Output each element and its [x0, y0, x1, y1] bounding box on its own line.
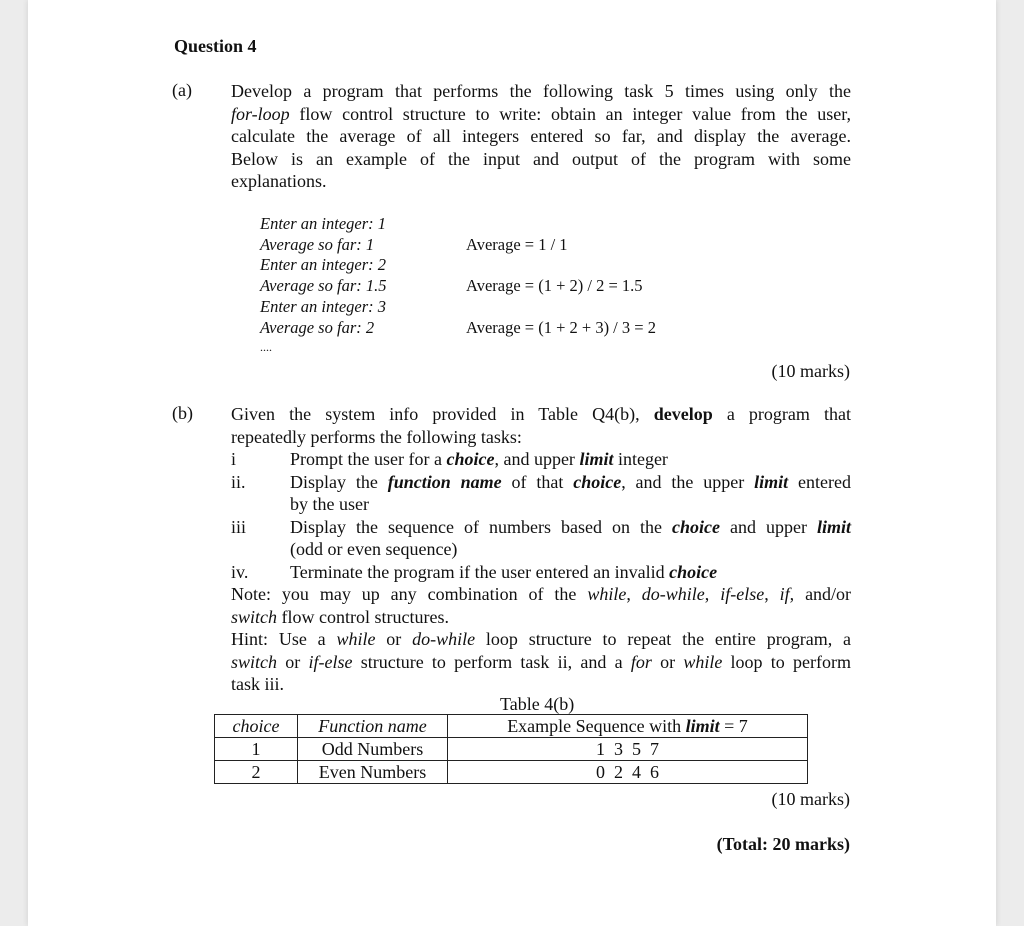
header-text: = 7 — [719, 716, 748, 736]
choice-table — [214, 714, 808, 784]
task-list — [231, 448, 851, 696]
part-b-intro-1 — [231, 403, 851, 426]
example-line: Enter an integer: 2 — [260, 255, 387, 275]
task-text: , and upper — [494, 449, 580, 469]
header-keyword: limit — [685, 716, 720, 736]
for-loop-term: for-loop — [231, 103, 290, 124]
hint-text: loop structure to repeat the entire program, a — [475, 629, 852, 649]
example-explanation-3: Average = (1 + 2 + 3) / 3 = 2 — [466, 318, 656, 337]
develop-keyword: develop — [653, 404, 713, 424]
hint-keyword: if-else — [308, 651, 353, 672]
hint-text: Hint: Use a — [231, 629, 337, 649]
question-title: Question 4 — [174, 36, 257, 56]
hint-line-2 — [231, 651, 851, 674]
task-keyword: choice — [573, 471, 622, 492]
total-marks: (Total: 20 marks) — [716, 834, 850, 854]
table-header-choice: choice — [215, 715, 298, 738]
task-keyword: choice — [671, 516, 720, 537]
table-header-row — [215, 715, 808, 738]
header-text: Example Sequence with — [507, 716, 686, 736]
note-text: flow control structures. — [277, 606, 449, 627]
task-number: iii — [231, 516, 247, 537]
task-number: i — [231, 449, 237, 469]
hint-text: or — [375, 629, 413, 649]
table-cell: 1 — [215, 738, 298, 761]
example-ellipsis: .... — [260, 340, 272, 355]
example-line: Enter an integer: 1 — [260, 214, 387, 233]
part-a-label: (a) — [172, 80, 192, 100]
hint-keyword: while — [683, 651, 723, 672]
task-keyword: limit — [816, 516, 851, 537]
task-item-1 — [231, 448, 851, 471]
part-a-text — [231, 80, 851, 193]
note-keyword: while — [587, 584, 627, 604]
table-cell: Even Numbers — [298, 761, 448, 784]
hint-text: or — [277, 651, 309, 672]
note-text: , — [764, 584, 780, 604]
part-a-line-1: Develop a program that performs the following task 5 times using only the — [231, 81, 851, 101]
hint-keyword: switch — [231, 651, 278, 672]
note-keyword: do-while — [641, 584, 705, 604]
part-a-marks: (10 marks) — [771, 361, 850, 381]
task-keyword: choice — [669, 561, 718, 582]
task-text: entered — [788, 471, 851, 492]
task-text-line-2: (odd or even sequence) — [290, 539, 458, 559]
task-text: and upper — [719, 516, 817, 537]
note-text: and/or — [794, 584, 852, 604]
task-keyword: function name — [387, 471, 502, 492]
part-b-text — [231, 403, 851, 448]
task-text: of that — [501, 471, 574, 492]
note-keyword: if, — [779, 584, 795, 604]
task-item-2 — [231, 471, 851, 516]
table-cell: 2 — [215, 761, 298, 784]
example-line: Average so far: 2 — [260, 317, 375, 337]
note-line-2 — [231, 606, 851, 629]
task-number: iv. — [231, 561, 249, 582]
example-explanation-1: Average = 1 / 1 — [466, 235, 568, 254]
table-cell: 0 2 4 6 — [448, 761, 808, 784]
table-row — [215, 738, 808, 761]
task-keyword: choice — [446, 449, 495, 469]
example-line: Enter an integer: 3 — [260, 296, 387, 316]
hint-keyword: for — [630, 651, 652, 672]
part-b-marks: (10 marks) — [771, 789, 850, 809]
hint-text: loop to perform — [722, 651, 851, 672]
note-line-1 — [231, 583, 851, 606]
hint-text: or — [651, 651, 684, 672]
table-header-function-name: Function name — [298, 715, 448, 738]
hint-keyword: do-while — [412, 629, 476, 649]
task-keyword: limit — [579, 449, 614, 469]
part-a-line-4: Below is an example of the input and output of the program with some — [231, 148, 851, 169]
table-row — [215, 761, 808, 784]
task-keyword: limit — [754, 471, 789, 492]
part-b-label: (b) — [172, 403, 193, 423]
task-text: , and the upper — [621, 471, 755, 492]
part-a-line-2 — [231, 103, 851, 126]
part-a-line-3: calculate the average of all integers entered so far, and display the average. — [231, 126, 851, 146]
part-a-line-2-rest: flow control structure to write: obtain an integer value from the user, — [289, 103, 851, 124]
intro-text: a program that — [712, 404, 851, 424]
note-keyword: if-else — [720, 584, 765, 604]
table-cell: Odd Numbers — [298, 738, 448, 761]
part-a-line-5: explanations. — [231, 171, 327, 191]
hint-text: structure to perform task ii, and a — [352, 651, 631, 672]
note-text: Note: you may up any combination of the — [231, 584, 588, 604]
task-item-3 — [231, 516, 851, 561]
intro-text: Given the system info provided in Table Q4(b), — [231, 404, 654, 424]
table-cell: 1 3 5 7 — [448, 738, 808, 761]
example-line: Average so far: 1.5 — [260, 276, 387, 296]
task-number: ii. — [231, 471, 246, 492]
hint-line-3: task iii. — [231, 674, 284, 694]
task-text: Display the sequence of numbers based on the — [290, 516, 672, 537]
table-header-example — [448, 715, 808, 738]
part-b-intro-2: repeatedly performs the following tasks: — [231, 426, 522, 447]
note-text: , — [626, 584, 642, 604]
task-text-line-2: by the user — [290, 494, 369, 514]
task-text: Prompt the user for a — [290, 449, 447, 469]
task-text: Terminate the program if the user entered an invalid — [290, 561, 670, 582]
example-io — [260, 214, 386, 356]
task-item-4 — [231, 561, 851, 584]
hint-keyword: while — [336, 629, 376, 649]
note-text: , — [704, 584, 721, 604]
table-caption: Table 4(b) — [500, 694, 575, 714]
note-keyword: switch — [231, 606, 278, 627]
example-line: Average so far: 1 — [260, 234, 375, 254]
example-explanation-2: Average = (1 + 2) / 2 = 1.5 — [466, 276, 643, 295]
task-text: integer — [613, 449, 668, 469]
task-text: Display the — [290, 471, 388, 492]
hint-line-1 — [231, 628, 851, 651]
